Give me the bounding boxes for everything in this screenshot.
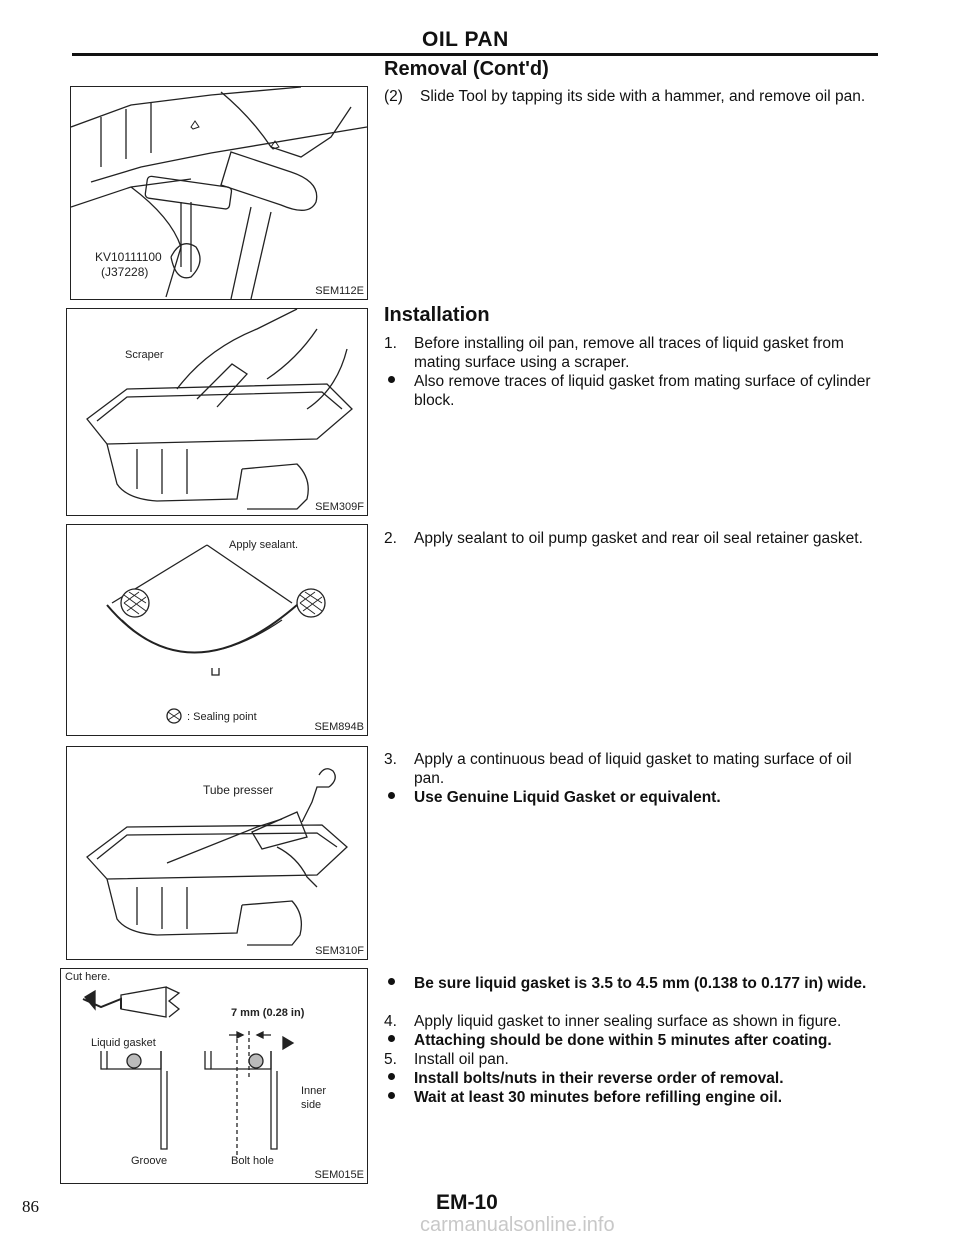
fig-label-tool-alt-number: (J37228) <box>101 265 149 279</box>
gasket-section-illustration <box>61 969 367 1183</box>
step-marker: 1. <box>384 335 397 352</box>
figure-code: SEM112E <box>315 285 364 297</box>
page-code: EM-10 <box>436 1191 498 1214</box>
step-text: Slide Tool by tapping its side with a hammer, and remove oil pan. <box>420 88 866 105</box>
page-title: OIL PAN <box>422 28 509 51</box>
bullet-marker <box>384 1069 406 1088</box>
sealant-points-illustration <box>67 525 367 735</box>
fig-label-inner: Inner <box>301 1085 327 1097</box>
figure-code: SEM309F <box>315 501 364 513</box>
bullet-marker <box>384 1031 406 1050</box>
fig-label-bolt-hole: Bolt hole <box>231 1155 274 1167</box>
step-text: Before installing oil pan, remove all traces of liquid gasket from mating surface using a scraper. <box>414 335 844 371</box>
step-text: Use Genuine Liquid Gasket or equivalent. <box>414 789 721 806</box>
fig-label-tool-number: KV10111100 <box>95 250 162 264</box>
bullet-marker <box>384 372 406 391</box>
bullet-marker <box>384 974 406 993</box>
watermark: carmanualsonline.info <box>420 1214 615 1236</box>
section-heading-removal: Removal (Cont'd) <box>384 58 549 80</box>
step-marker: 4. <box>384 1013 397 1030</box>
fig-label-tube-presser: Tube presser <box>203 783 274 797</box>
figure-code: SEM894B <box>314 721 364 733</box>
fig-label-cut-here: Cut here. <box>65 971 111 983</box>
bullet-marker <box>384 788 406 807</box>
fig-label-sealing-point: : Sealing point <box>187 711 257 723</box>
fig-label-groove: Groove <box>131 1155 168 1167</box>
step-text: Install bolts/nuts in their reverse order of removal. <box>414 1070 784 1087</box>
step-text: Attaching should be done within 5 minutes after coating. <box>414 1032 832 1049</box>
fig-label-scraper: Scraper <box>125 349 164 361</box>
bullet-marker <box>384 1088 406 1107</box>
figure-tube-presser <box>66 746 368 960</box>
fig-label-apply-sealant: Apply sealant. <box>229 539 299 551</box>
step-marker: 3. <box>384 751 397 768</box>
step-text: Be sure liquid gasket is 3.5 to 4.5 mm (0.138 to 0.177 in) wide. <box>414 975 867 992</box>
fig-label-liquid-gasket: Liquid gasket <box>91 1037 156 1049</box>
figure-code: SEM310F <box>315 945 364 957</box>
step-text: Apply a continuous bead of liquid gasket to mating surface of oil pan. <box>414 751 852 787</box>
step-text: Apply sealant to oil pump gasket and rear oil seal retainer gasket. <box>414 530 863 547</box>
figure-gasket-section <box>60 968 368 1184</box>
step-text: Wait at least 30 minutes before refilling engine oil. <box>414 1089 783 1106</box>
step-text: Also remove traces of liquid gasket from mating surface of cylinder block. <box>414 373 871 409</box>
step-text: Apply liquid gasket to inner sealing surface as shown in figure. <box>414 1013 842 1030</box>
fig-label-width: 7 mm (0.28 in) <box>231 1007 305 1019</box>
step-text: Install oil pan. <box>414 1051 509 1068</box>
tube-presser-illustration <box>67 747 367 959</box>
fig-label-side: side <box>301 1099 322 1111</box>
page-number: 86 <box>22 1197 39 1216</box>
figure-sealant-points <box>66 524 368 736</box>
header-rule <box>72 53 878 56</box>
step-marker: 2. <box>384 530 397 547</box>
oil-pan-scraper-illustration <box>67 309 367 515</box>
figure-code: SEM015E <box>314 1169 364 1181</box>
section-heading-installation: Installation <box>384 304 490 326</box>
step-marker: (2) <box>384 88 403 105</box>
figure-scraper <box>66 308 368 516</box>
step-marker: 5. <box>384 1051 397 1068</box>
figure-hammer-tool <box>70 86 368 300</box>
